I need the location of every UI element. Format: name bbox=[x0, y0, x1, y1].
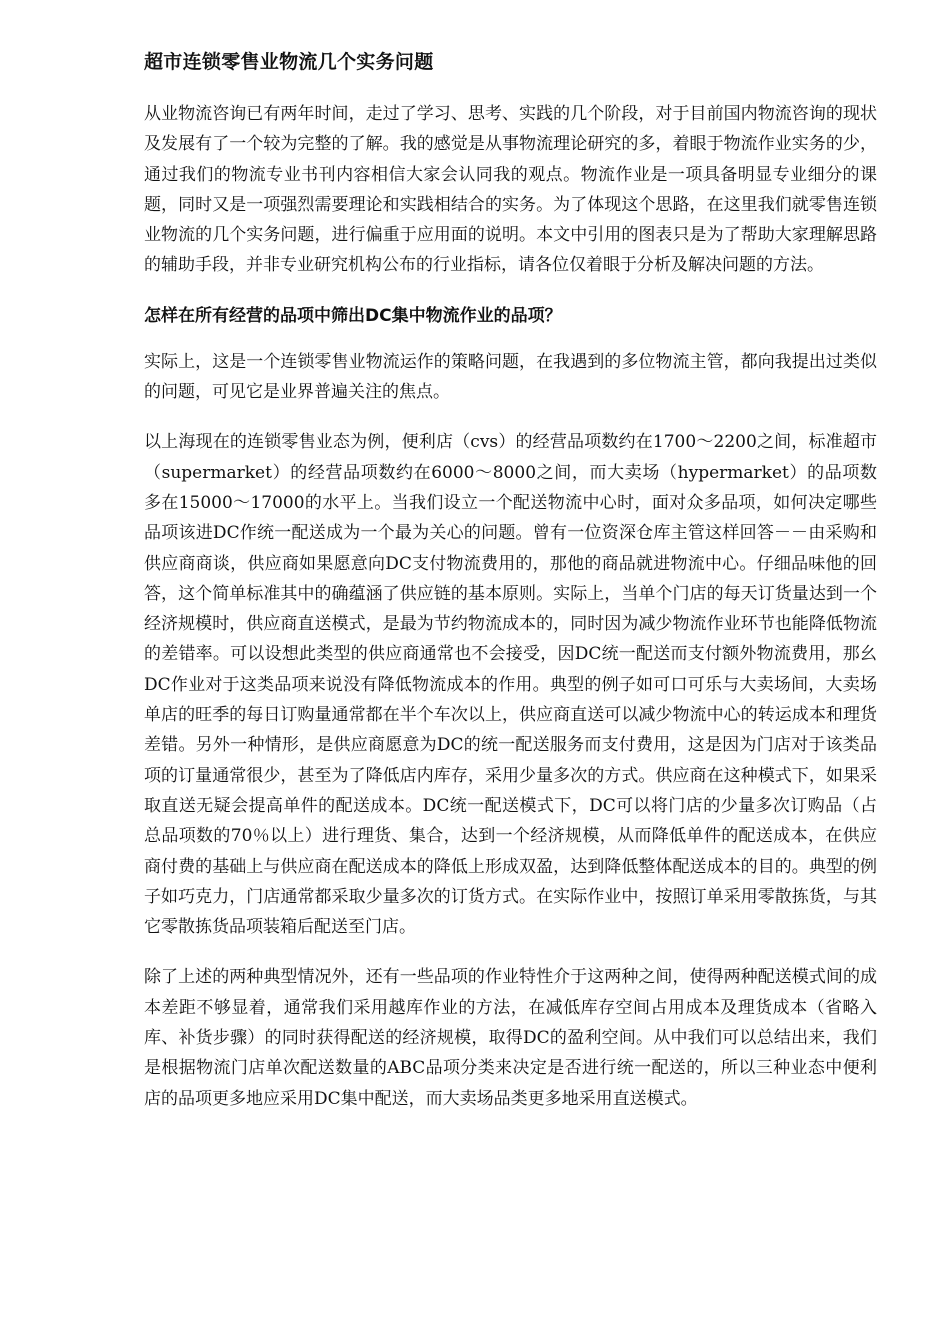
body-paragraph-1: 实际上，这是一个连锁零售业物流运作的策略问题，在我遇到的多位物流主管，都向我提出过类似的问题，可见它是业界普遍关注的焦点。 bbox=[144, 351, 877, 403]
document-title: 超市连锁零售业物流几个实务问题 bbox=[144, 51, 434, 73]
intro-paragraph: 从业物流咨询已有两年时间，走过了学习、思考、实践的几个阶段，对于目前国内物流咨询的现状及发展有了一个较为完整的了解。我的感觉是从事物流理论研究的多，着眼于物流作业实务的少，通过我们的物流专业书刊内容相信大家会认同我的观点。物流作业是一项具备明显专业细分的课题，同时又是一项强烈需要理论和实践相结合的实务。为了体现这个思路，在这里我们就零售连锁业物流的几个实务问题，进行偏重于应用面的说明。本文中引用的图表只是为了帮助大家理解思路的辅助手段，并非专业研究机构公布的行业指标，请各位仅着眼于分析及解决问题的方法。 bbox=[144, 104, 877, 276]
body-paragraph-2: 以上海现在的连锁零售业态为例，便利店（cvs）的经营品项数约在1700～2200之间，标准超市（supermarket）的经营品项数约在6000～8000之间，而大卖场（hypermarket）的品项数多在15000～17000的水平上。当我们设立一个配送物流中心时，面对众多品项，如何决定哪些品项该进DC作统一配送成为一个最为关心的问题。曾有一位资深仓库主管这样回答－－由采购和供应商商谈，供应商如果愿意向DC支付物流费用的，那他的商品就进物流中心。仔细品味他的回答，这个简单标准其中的确蕴涵了供应链的基本原则。实际上，当单个门店的每天订货量达到一个经济规模时，供应商直送模式，是最为节约物流成本的，同时因为减少物流作业环节也能降低物流的差错率。可以设想此类型的供应商通常也不会接受，因DC统一配送而支付额外物流费用，那幺DC作业对于这类品项来说没有降低物流成本的作用。典型的例子如可口可乐与大卖场间，大卖场单店的旺季的每日订购量通常都在半个车次以上，供应商直送可以减少物流中心的转运成本和理货差错。另外一种情形，是供应商愿意为DC的统一配送服务而支付费用，这是因为门店对于该类品项的订量通常很少，甚至为了降低店内库存，采用少量多次的方式。供应商在这种模式下，如果采取直送无疑会提高单件的配送成本。DC统一配送模式下，DC可以将门店的少量多次订购品（占总品项数的70％以上）进行理货、集合，达到一个经济规模，从而降低单件的配送成本，在供应商付费的基础上与供应商在配送成本的降低上形成双盈，达到降低整体配送成本的目的。典型的例子如巧克力，门店通常都采取少量多次的订货方式。在实际作业中，按照订单采用零散拣货，与其它零散拣货品项装箱后配送至门店。 bbox=[144, 432, 877, 938]
body-paragraph-3: 除了上述的两种典型情况外，还有一些品项的作业特性介于这两种之间，使得两种配送模式间的成本差距不够显着，通常我们采用越库作业的方法，在减低库存空间占用成本及理货成本（省略入库、补货步骤）的同时获得配送的经济规模，取得DC的盈利空间。从中我们可以总结出来，我们是根据物流门店单次配送数量的ABC品项分类来决定是否进行统一配送的，所以三种业态中便利店的品项更多地应采用DC集中配送，而大卖场品类更多地采用直送模式。 bbox=[144, 967, 877, 1109]
section-heading: 怎样在所有经营的品项中筛出DC集中物流作业的品项？ bbox=[144, 305, 562, 326]
document-page bbox=[144, 46, 877, 1134]
